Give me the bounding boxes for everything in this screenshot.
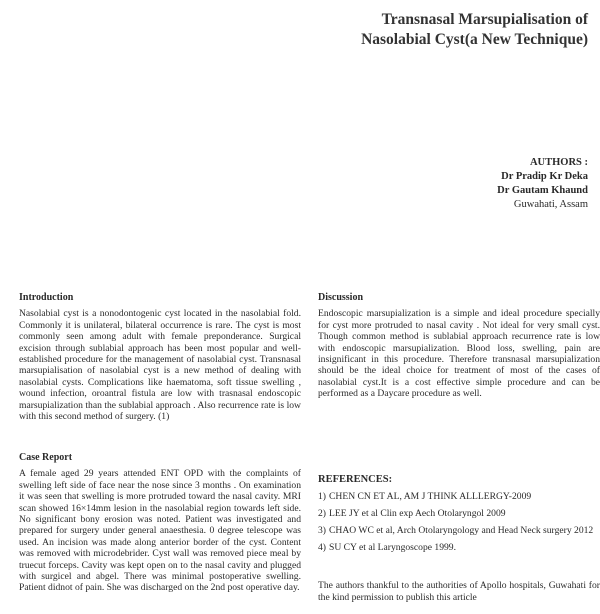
acknowledgement-text: The authors thankful to the authorities of Apollo hospitals, Guwahati for the kind permission to publish this article — [318, 580, 600, 603]
authors-heading: AUTHORS : — [529, 157, 588, 168]
discussion-heading: Discussion — [318, 292, 364, 303]
discussion-section — [318, 292, 600, 400]
references-list — [318, 491, 600, 554]
case-report-heading: Case Report — [19, 452, 73, 463]
introduction-heading: Introduction — [19, 292, 74, 303]
discussion-text: Endoscopic marsupialization is a simple and ideal procedure specially for cyst more protruded to nasal cavity . Not ideal for very small cyst. Though common method is sublabial approach recurrence rate is low with endoscopic marsupialization. Blood loss, swelling, pain are insignificant in this procedure. Therefore transnasal marsupialization should be the ideal choice for treatment of most of the cases of nasolabial cyst.It is a cost effective simple procedure and can be performed as a Daycare procedure as well. — [318, 308, 600, 400]
introduction-section — [19, 292, 301, 422]
reference-item: 4) SU CY et al Laryngoscope 1999. — [318, 542, 457, 554]
introduction-text: Nasolabial cyst is a nonodontogenic cyst located in the nasolabial fold. Commonly it is unilateral, bilateral occurrence is rare. The cyst is most commonly seen among adult with female preponderance. Surgical excision through sublabial approach has been most popular and well-established procedure for the management of nasolabial cyst. Transnasal marsupialisation of nasolabial cyst is a new method of dealing with nasolabial cysts. Complications like haematoma, soft tissue swelling , wound infection, oroantral fistula are low with trasnasal endoscopic marsupialization than the sublabial approach . Also recurrence rate is low with this second method of surgery. (1) — [19, 308, 301, 423]
author-name: Dr Pradip Kr Deka — [501, 171, 588, 182]
reference-item: 1) CHEN CN ET AL, AM J THINK ALLLERGY-2009 — [318, 491, 532, 503]
author-location: Guwahati, Assam — [513, 199, 588, 210]
case-report-section — [19, 452, 301, 594]
author-name: Dr Gautam Khaund — [497, 185, 588, 196]
authors-block — [338, 156, 588, 212]
case-report-text: A female aged 29 years attended ENT OPD with the complaints of swelling left side of face near the nose since 3 months . On examination it was seen that swelling is more protruded toward the nasal cavity. MRI scan showed 16×14mm lesion in the nasolabial region towards left side. No significant bony erosion was noted. Patient was investigated and prepared for surgery under general anaesthesia. 0 degree telescope was used. An incision was made along anterior border of the cyst. Content was removed with microdebrider. Cyst wall was removed piece meal by truecut forceps. Cavity was kept open on to the nasal cavity and plugged with surgicel and abgel. There was minimal postoperative swelling. Patient didnot of pain. She was discharged on the 2nd post operative day. — [19, 468, 301, 594]
article-title — [288, 10, 588, 50]
title-line-2: Nasolabial Cyst(a New Technique) — [361, 31, 588, 48]
references-section — [318, 474, 600, 603]
reference-item: 2) LEE JY et al Clin exp Aech Otolaryngol 2009 — [318, 508, 506, 520]
title-line-1: Transnasal Marsupialisation of — [381, 11, 588, 28]
references-heading: REFERENCES: — [318, 474, 393, 485]
reference-item: 3) CHAO WC et al, Arch Otolaryngology and Head Neck surgery 2012 — [318, 525, 594, 537]
